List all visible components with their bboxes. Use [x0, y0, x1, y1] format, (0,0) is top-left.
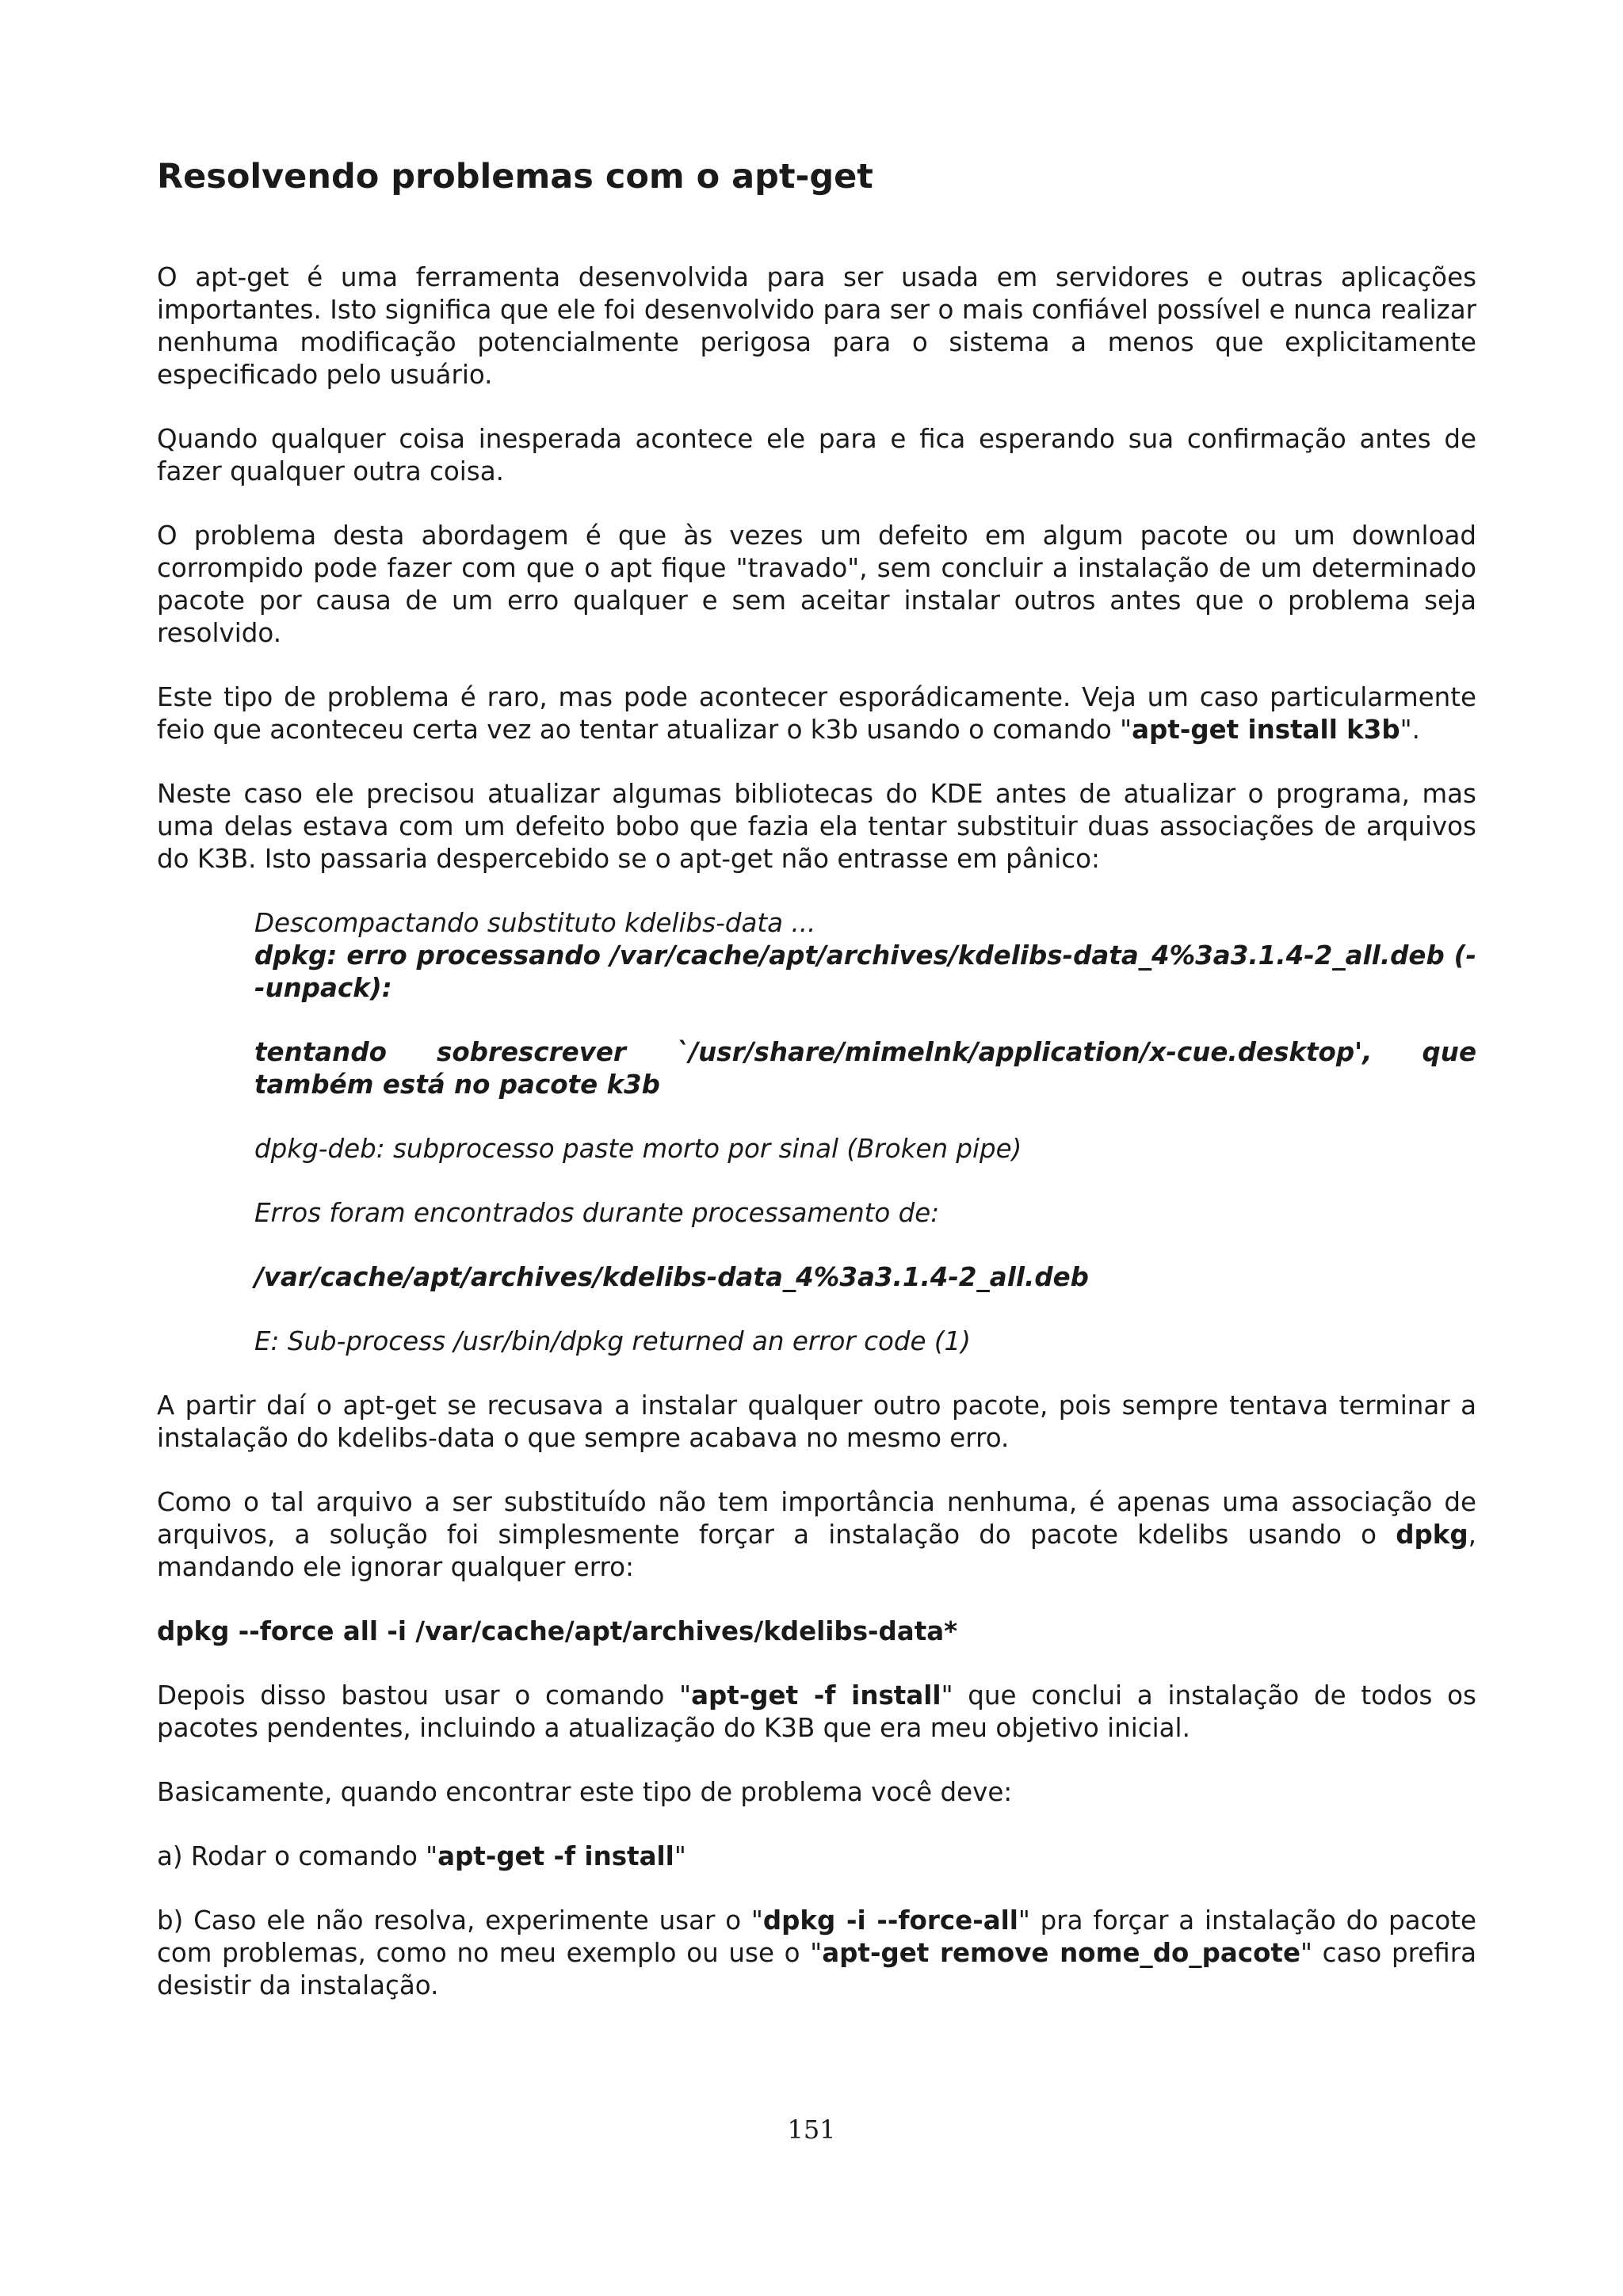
list-item-a [157, 1840, 1476, 1873]
paragraph-text: , mandando ele ignorar qualquer erro: [157, 1520, 1476, 1582]
inline-command: dpkg -i --force-all [762, 1905, 1018, 1936]
inline-command: apt-get remove nome_do_pacote [822, 1938, 1300, 1968]
log-line [254, 1036, 1476, 1101]
log-line: Erros foram encontrados durante processamento de: [254, 1198, 940, 1228]
list-item-b [157, 1905, 1476, 2002]
log-line [254, 907, 1476, 940]
inline-command: dpkg [1396, 1520, 1468, 1550]
paragraph-text: " caso prefira desistir da instalação. [157, 1938, 1476, 2000]
force-command: dpkg --force all -i /var/cache/apt/archives/kdelibs-data* [157, 1616, 958, 1646]
paragraph-example [157, 681, 1476, 746]
paragraph-text: Depois disso bastou usar o comando " [157, 1680, 692, 1711]
paragraph-text: " que conclui a instalação de todos os pacotes pendentes, incluindo a atualização do K3B que era meu objetivo inicial. [157, 1680, 1476, 1743]
page-content [157, 155, 1476, 2034]
paragraph-kde-libraries: Neste caso ele precisou atualizar algumas bibliotecas do KDE antes de atualizar o programa, mas uma delas estava com um defeito bobo que fazia ela tentar substituir duas associações de arquivos do K3B. Isto passaria despercebido se o apt-get não entrasse em pânico: [157, 779, 1476, 874]
log-text: dpkg: erro processando /var/cache/apt/archives/kdelibs-data_4%3a3.1.4-2_all.deb (--unpack): [254, 940, 1476, 1003]
paragraph-text: Este tipo de problema é raro, mas pode acontecer esporádicamente. Veja um caso particularmente feio que aconteceu certa vez ao tentar atualizar o k3b usando o comando " [157, 682, 1476, 745]
paragraph-confirmation: Quando qualquer coisa inesperada acontece ele para e fica esperando sua confirmação antes de fazer qualquer outra coisa. [157, 424, 1476, 486]
log-text: Descompactando substituto kdelibs-data ... [254, 908, 816, 938]
inline-command: apt-get -f install [691, 1680, 941, 1711]
inline-command: apt-get -f install [437, 1841, 674, 1871]
paragraph-after [157, 1680, 1476, 1745]
paragraph-text: " pra forçar a instalação do pacote com problemas, como no meu exemplo ou use o " [157, 1905, 1476, 1968]
paragraph-refuse: A partir daí o apt-get se recusava a instalar qualquer outro pacote, pois sempre tentava terminar a instalação do kdelibs-data o que sempre acabava no mesmo erro. [157, 1390, 1476, 1453]
page-number: 151 [787, 2115, 836, 2145]
paragraph-problem: O problema desta abordagem é que às vezes um defeito em algum pacote ou um download corrompido pode fazer com que o apt fique "travado", sem concluir a instalação de um determinado pacote por causa de um erro qualquer e sem aceitar instalar outros antes que o problema seja resolvido. [157, 521, 1476, 648]
paragraph-text: Como o tal arquivo a ser substituído não tem importância nenhuma, é apenas uma associação de arquivos, a solução foi simplesmente forçar a instalação do pacote kdelibs usando o [157, 1487, 1476, 1550]
log-line: E: Sub-process /usr/bin/dpkg returned an error code (1) [254, 1326, 971, 1356]
paragraph-text: " [674, 1841, 686, 1871]
log-line [254, 940, 1476, 1005]
log-text: tentando sobrescrever `/usr/share/mimelnk/application/x-cue.desktop', que também está no pacote k3b [254, 1037, 1476, 1100]
paragraph-text: a) Rodar o comando " [157, 1841, 438, 1871]
paragraph-text: b) Caso ele não resolva, experimente usar o " [157, 1905, 763, 1936]
log-line: /var/cache/apt/archives/kdelibs-data_4%3a3.1.4-2_all.deb [254, 1262, 1089, 1292]
paragraph-solution [157, 1486, 1476, 1584]
log-line: dpkg-deb: subprocesso paste morto por sinal (Broken pipe) [254, 1134, 1022, 1164]
paragraph-intro: O apt-get é uma ferramenta desenvolvida para ser usada em servidores e outras aplicações importantes. Isto significa que ele foi desenvolvido para ser o mais confiável possível e nunca realizar nenhuma modificação potencialmente perigosa para o sistema a menos que explicitamente especificado pelo usuário. [157, 262, 1476, 390]
section-heading: Resolvendo problemas com o apt-get [157, 157, 873, 196]
paragraph-text: ". [1400, 715, 1420, 745]
paragraph-summary: Basicamente, quando encontrar este tipo de problema você deve: [157, 1777, 1013, 1807]
error-log [254, 907, 1476, 1358]
inline-command: apt-get install k3b [1132, 715, 1400, 745]
